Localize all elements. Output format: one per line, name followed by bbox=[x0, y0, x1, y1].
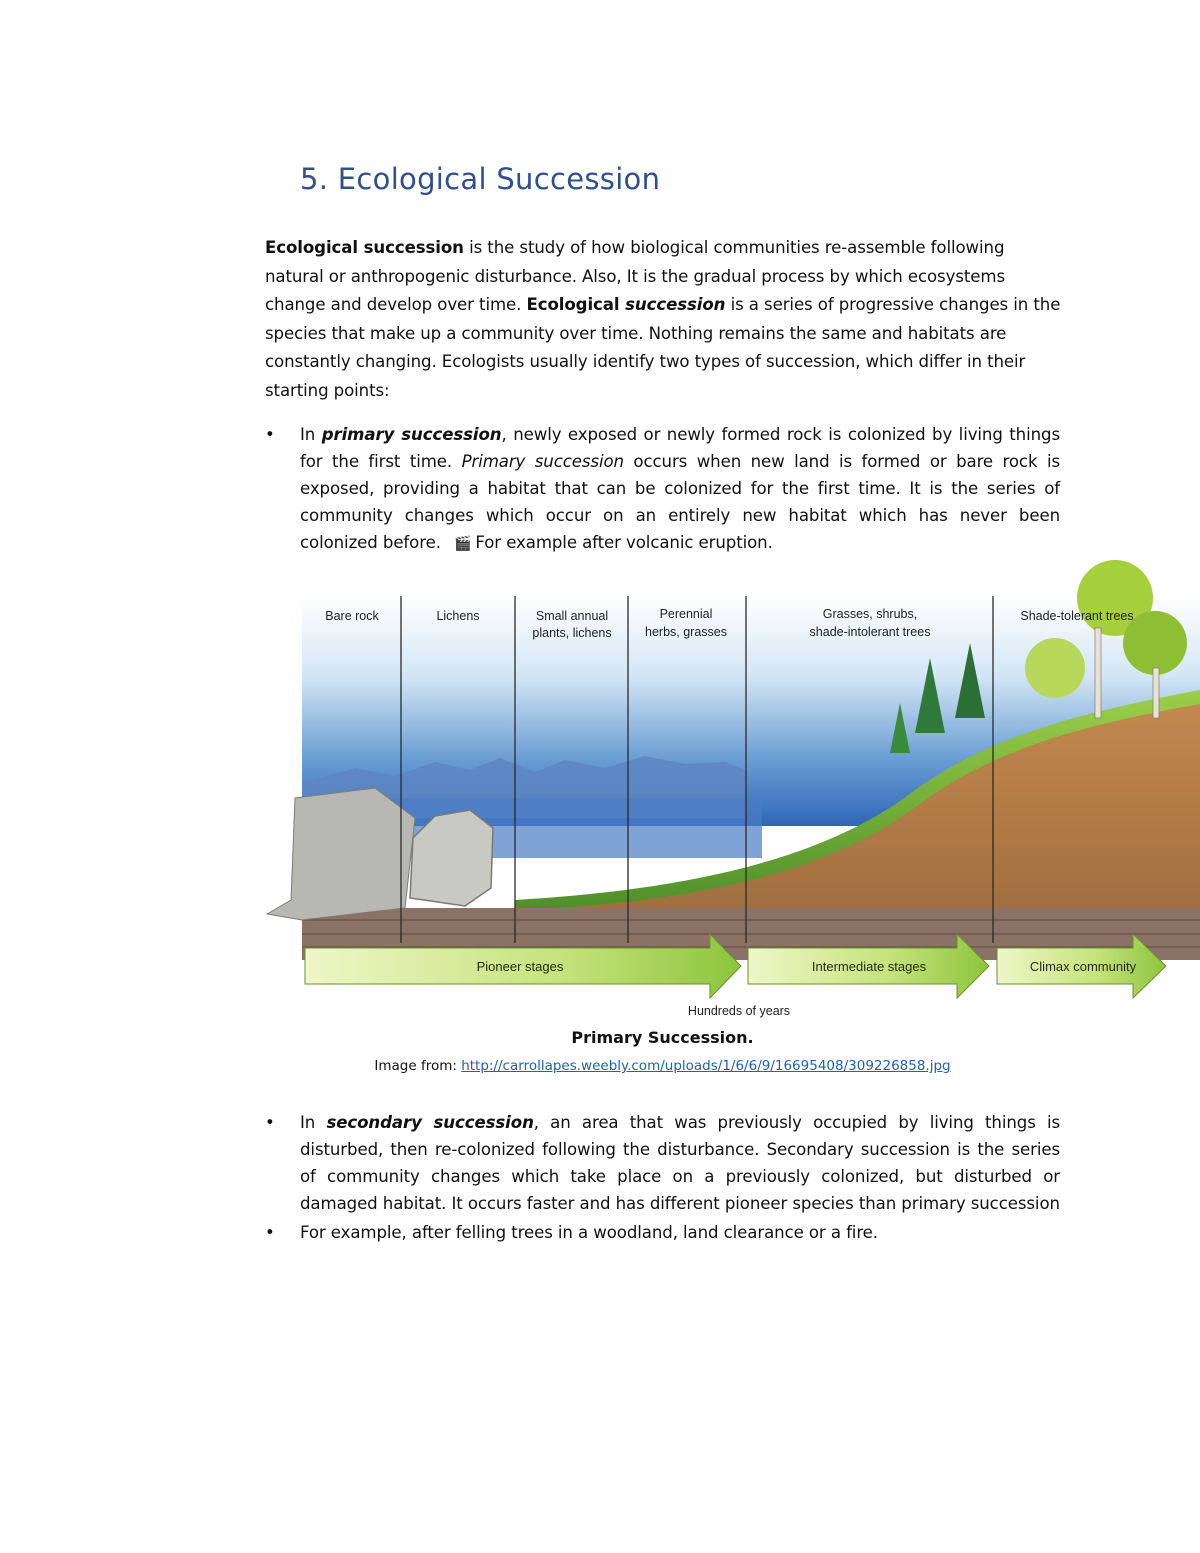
secondary-succession-item bbox=[265, 1109, 1060, 1217]
bullet-marker: • bbox=[265, 1113, 275, 1132]
intro-paragraph bbox=[265, 234, 1065, 406]
page-title: 5. Ecological Succession bbox=[300, 162, 661, 196]
stage-label-shade-tolerant: Shade-tolerant trees bbox=[1020, 609, 1134, 623]
axis-label: Hundreds of years bbox=[687, 1004, 791, 1018]
term-ecological: Ecological bbox=[526, 295, 626, 315]
primary-pre: In bbox=[300, 425, 322, 444]
bullet-marker: • bbox=[265, 1223, 275, 1242]
stage-label-small-annual: Small annual bbox=[535, 609, 609, 623]
secondary-text: , an area that was previously occupied by living things is disturbed, then re-colonized following the disturbance. Secondary succession is the series of community changes which take place on a previously colonized, but disturbed or damaged habitat. It occurs faster and has different pioneer species than primary succession bbox=[300, 1113, 1061, 1213]
primary-example: For example after volcanic eruption. bbox=[475, 533, 773, 552]
primary-text-1: , newly exposed or newly formed rock is colonized by living things for the first time. bbox=[300, 425, 1061, 471]
intro-text-2: is a series of progressive changes in the species that make up a community over time. Nothing remains the same and habitats are constantly changing. Ecologists usually identify two types of succession, which differ in their starting points: bbox=[265, 295, 1061, 400]
bullet-marker: • bbox=[265, 425, 275, 444]
tree-trunk bbox=[1153, 668, 1159, 718]
primary-succession-item bbox=[265, 421, 1060, 558]
primary-bullet-list bbox=[265, 421, 1060, 558]
secondary-pre: In bbox=[300, 1113, 327, 1132]
arrow-label-pioneer: Pioneer stages bbox=[476, 959, 564, 974]
stage-label-grasses-2: shade-intolerant trees bbox=[809, 625, 931, 639]
stage-label-perennial: Perennial bbox=[659, 607, 713, 621]
stage-label-grasses: Grasses, shrubs, bbox=[822, 607, 918, 621]
primary-text-2: occurs when new land is formed or bare rock is exposed, providing a habitat that can be colonized for the first time. It is the series of community changes which occur on an entirely new habitat which has never been colonized before. bbox=[300, 452, 1061, 552]
term-succession: succession bbox=[625, 295, 726, 315]
secondary-bullet-list bbox=[265, 1109, 1060, 1246]
term-primary-succession-2: Primary succession bbox=[461, 452, 624, 471]
succession-diagram bbox=[265, 548, 1200, 1026]
example-text: For example, after felling trees in a woodland, land clearance or a fire. bbox=[300, 1223, 878, 1242]
term-ecological-succession: Ecological succession bbox=[265, 238, 464, 257]
stage-label-small-annual-2: plants, lichens bbox=[532, 626, 612, 640]
figure-caption: Primary Succession. bbox=[571, 1028, 754, 1047]
source-label: Image from: bbox=[374, 1058, 462, 1074]
deciduous-tree bbox=[1025, 638, 1085, 698]
example-item bbox=[265, 1219, 1060, 1246]
stage-label-lichens: Lichens bbox=[436, 609, 480, 623]
bare-rock-slab bbox=[267, 788, 415, 920]
tree-trunk bbox=[1095, 628, 1101, 718]
arrow-label-intermediate: Intermediate stages bbox=[811, 959, 927, 974]
term-primary-succession: primary succession bbox=[321, 425, 502, 444]
intro-text-1: is the study of how biological communities re-assemble following natural or anthropogenic disturbance. Also, It is the gradual process by which ecosystems change and develop over time. bbox=[265, 238, 1005, 315]
image-source bbox=[0, 1058, 1200, 1074]
arrow-label-climax: Climax community bbox=[1029, 959, 1137, 974]
stage-label-bare-rock: Bare rock bbox=[325, 609, 379, 623]
stage-label-perennial-2: herbs, grasses bbox=[645, 625, 727, 639]
source-link[interactable]: http://carrollapes.weebly.com/uploads/1/6/6/9/16695408/309226858.jpg bbox=[461, 1058, 951, 1074]
term-secondary-succession: secondary succession bbox=[326, 1113, 534, 1132]
clapperboard-icon: 🎬 bbox=[454, 536, 472, 552]
